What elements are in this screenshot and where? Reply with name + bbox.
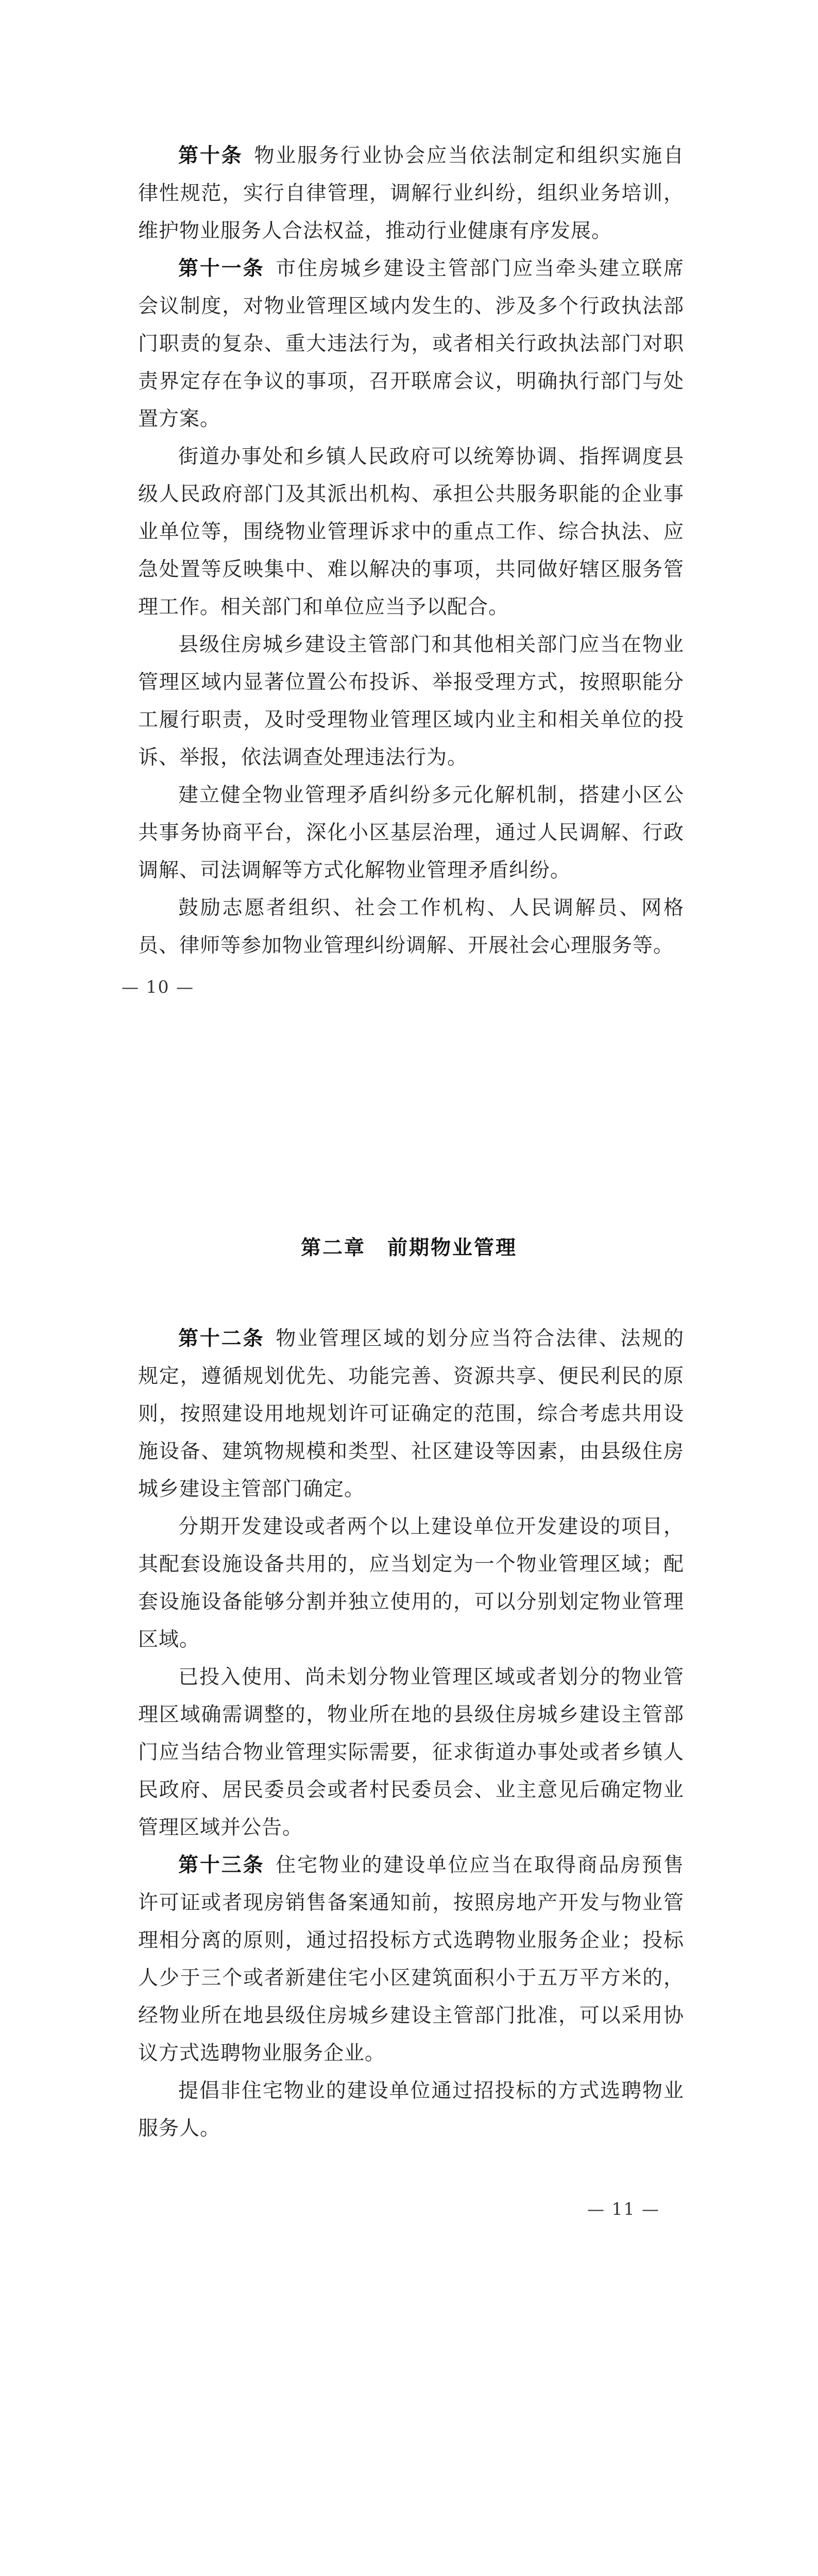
chapter-title: 第二章 前期物业管理	[300, 1236, 517, 1260]
document-page-12	[0, 2312, 818, 2576]
paragraph	[138, 776, 684, 889]
paragraph	[138, 626, 684, 776]
paragraph	[138, 1320, 684, 1508]
paragraph	[138, 250, 684, 438]
paragraph	[138, 1846, 684, 2072]
paragraph	[138, 2072, 684, 2147]
page-number: — 10 —	[122, 977, 194, 997]
page-number: — 11 —	[587, 2199, 660, 2219]
article-number: 第十一条	[178, 257, 265, 280]
paragraph-text: 提倡非住宅物业的建设单位通过招投标的方式选聘物业服务人。	[138, 2079, 684, 2140]
paragraph-text: 建立健全物业管理矛盾纠纷多元化解机制，搭建小区公共事务协商平台，深化小区基层治理，通过人民调解、行政调解、司法调解等方式化解物业管理矛盾纠纷。	[138, 784, 684, 882]
document-page-10	[0, 0, 818, 1156]
article-number: 第十条	[178, 144, 243, 167]
paragraph-text: 物业管理区域的划分应当符合法律、法规的规定，遵循规划优先、功能完善、资源共享、便民利民的原则，按照建设用地规划许可证确定的范围，综合考虑共用设施设备、建筑物规模和类型、社区建设等因素，由县级住房城乡建设主管部门确定。	[138, 1327, 684, 1501]
paragraph	[138, 1658, 684, 1846]
page-11-body	[138, 1320, 684, 2147]
paragraph-text: 鼓励志愿者组织、社会工作机构、人民调解员、网格员、律师等参加物业管理纠纷调解、开展社会心理服务等。	[138, 896, 684, 957]
paragraph-text: 分期开发建设或者两个以上建设单位开发建设的项目，其配套设施设备共用的，应当划定为一个物业管理区域；配套设施设备能够分割并独立使用的，可以分别划定物业管理区域。	[138, 1515, 684, 1651]
paragraph-text: 住宅物业的建设单位应当在取得商品房预售许可证或者现房销售备案通知前，按照房地产开发与物业管理相分离的原则，通过招投标方式选聘物业服务企业；投标人少于三个或者新建住宅小区建筑面积小于五万平方米的，经物业所在地县级住房城乡建设主管部门批准，可以采用协议方式选聘物业服务企业。	[138, 1854, 684, 2065]
paragraph	[138, 889, 684, 964]
paragraph-text: 市住房城乡建设主管部门应当牵头建立联席会议制度，对物业管理区域内发生的、涉及多个行政执法部门职责的复杂、重大违法行为，或者相关行政执法部门对职责界定存在争议的事项，召开联席会议，明确执行部门与处置方案。	[138, 257, 684, 431]
article-number: 第十三条	[178, 1854, 265, 1877]
paragraph-text: 物业服务行业协会应当依法制定和组织实施自律性规范，实行自律管理，调解行业纠纷，组织业务培训，维护物业服务人合法权益，推动行业健康有序发展。	[138, 144, 684, 243]
paragraph-text: 街道办事处和乡镇人民政府可以统筹协调、指挥调度县级人民政府部门及其派出机构、承担公共服务职能的企业事业单位等，围绕物业管理诉求中的重点工作、综合执法、应急处置等反映集中、难以解决的事项，共同做好辖区服务管理工作。相关部门和单位应当予以配合。	[138, 445, 684, 619]
paragraph-text: 县级住房城乡建设主管部门和其他相关部门应当在物业管理区域内显著位置公布投诉、举报受理方式，按照职能分工履行职责，及时受理物业管理区域内业主和相关单位的投诉、举报，依法调查处理违法行为。	[138, 633, 684, 769]
page-10-body	[138, 137, 684, 964]
paragraph-text: 已投入使用、尚未划分物业管理区域或者划分的物业管理区域确需调整的，物业所在地的县级住房城乡建设主管部门应当结合物业管理实际需要，征求街道办事处或者乡镇人民政府、居民委员会或者村民委员会、业主意见后确定物业管理区域并公告。	[138, 1666, 684, 1839]
article-number: 第十二条	[178, 1327, 265, 1350]
paragraph	[138, 137, 684, 250]
document-page-11	[0, 1156, 818, 2312]
paragraph	[138, 1508, 684, 1658]
paragraph	[138, 438, 684, 626]
